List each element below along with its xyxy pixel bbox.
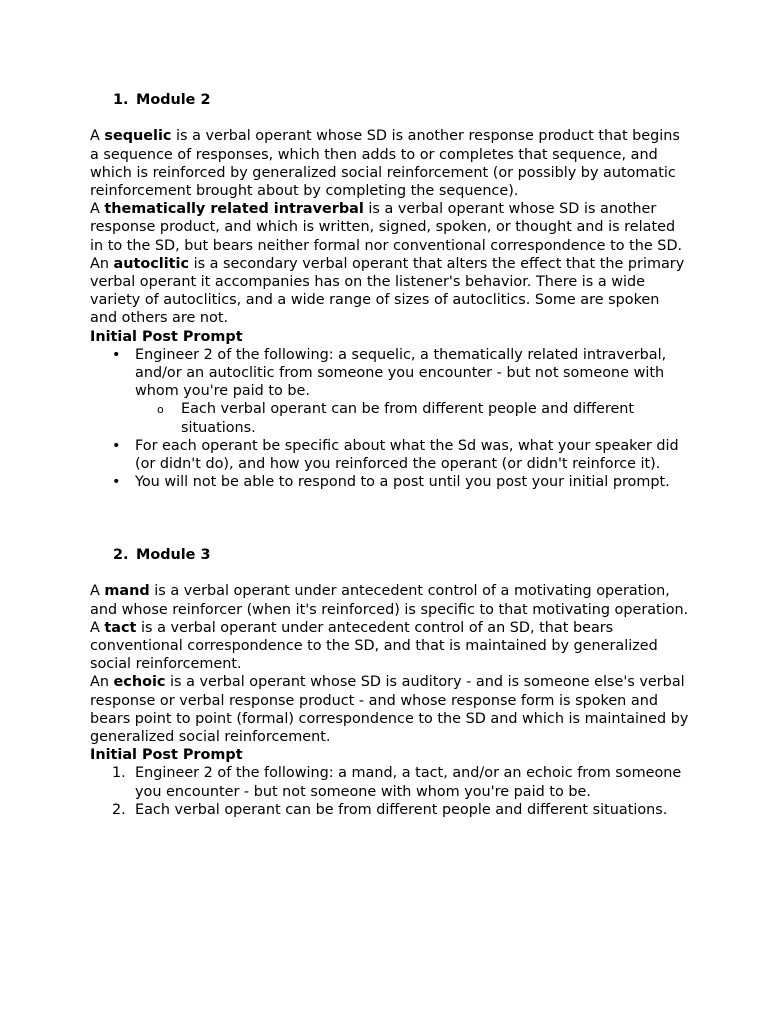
document-page xyxy=(90,91,690,819)
term-intraverbal: thematically related intraverbal xyxy=(104,201,364,218)
definition-sequelic: A sequelic is a verbal operant whose SD is another response product that begins a sequence of responses, which then adds to or completes that sequence, and which is reinforced by generalized social reinforcement (or possibly by automatic reinforcement brought about by completing the sequence). xyxy=(90,128,680,199)
circle-bullet-icon: o xyxy=(157,403,164,417)
list-item: • You will not be able to respond to a post until you post your initial prompt. xyxy=(112,474,670,491)
heading-number: 2. xyxy=(113,547,129,564)
module-2-heading xyxy=(90,91,690,109)
sub-bullet-list xyxy=(135,400,690,436)
list-number: 1. xyxy=(112,765,126,782)
prompt-bullet-list xyxy=(90,346,690,492)
term-sequelic: sequelic xyxy=(104,128,172,145)
heading-title: Module 3 xyxy=(136,547,211,564)
list-item: 2. Each verbal operant can be from different people and different situations. xyxy=(112,801,668,818)
definition-autoclitic: An autoclitic is a secondary verbal operant that alters the effect that the primary verbal operant it accompanies has on the listener's behavior. There is a wide variety of autoclitics, and a wide range of sizes of autoclitics. Some are spoken and others are not. xyxy=(90,255,685,327)
bullet-icon: • xyxy=(112,437,121,454)
prompt-numbered-list xyxy=(90,764,690,819)
list-item: • For each operant be specific about what the Sd was, what your speaker did (or didn't do), and how you reinforced the operant (or didn't reinforce it). xyxy=(112,437,679,473)
initial-post-prompt-heading: Initial Post Prompt xyxy=(90,328,243,345)
list-item: • Engineer 2 of the following: a sequelic, a thematically related intraverbal, and/or an autoclitic from someone you encounter - but not someone with whom you're paid to be. o Each verbal operant can be from different people and different situations. xyxy=(90,346,690,437)
list-item: o Each verbal operant can be from different people and different situations. xyxy=(157,401,635,436)
module-3-heading xyxy=(90,546,690,564)
term-tact: tact xyxy=(104,619,137,636)
definition-mand: A mand is a verbal operant under antecedent control of a motivating operation, and whose reinforcer (when it's reinforced) is specific to that motivating operation. xyxy=(90,583,689,618)
bullet-icon: • xyxy=(112,346,121,363)
term-autoclitic: autoclitic xyxy=(113,255,190,272)
term-echoic: echoic xyxy=(113,674,166,691)
list-number: 2. xyxy=(112,801,126,818)
definition-echoic: An echoic is a verbal operant whose SD is auditory - and is someone else's verbal response or verbal response product - and whose response form is spoken and bears point to point (formal) correspondence to the SD and which is maintained by generalized social reinforcement. xyxy=(90,674,689,746)
heading-title: Module 2 xyxy=(136,92,211,108)
heading-number: 1. xyxy=(113,92,129,108)
definition-intraverbal: A thematically related intraverbal is a verbal operant whose SD is another response product, and which is written, signed, spoken, or thought and is related in to the SD, but bears neither formal nor conventional correspondence to the SD. xyxy=(90,201,683,254)
term-mand: mand xyxy=(104,583,150,600)
bullet-icon: • xyxy=(112,474,121,491)
definition-tact: A tact is a verbal operant under antecedent control of an SD, that bears conventional correspondence to the SD, and that is maintained by generalized social reinforcement. xyxy=(90,619,658,673)
list-item: 1. Engineer 2 of the following: a mand, a tact, and/or an echoic from someone you encounter - but not someone with whom you're paid to be. xyxy=(112,765,682,800)
initial-post-prompt-heading: Initial Post Prompt xyxy=(90,747,243,764)
